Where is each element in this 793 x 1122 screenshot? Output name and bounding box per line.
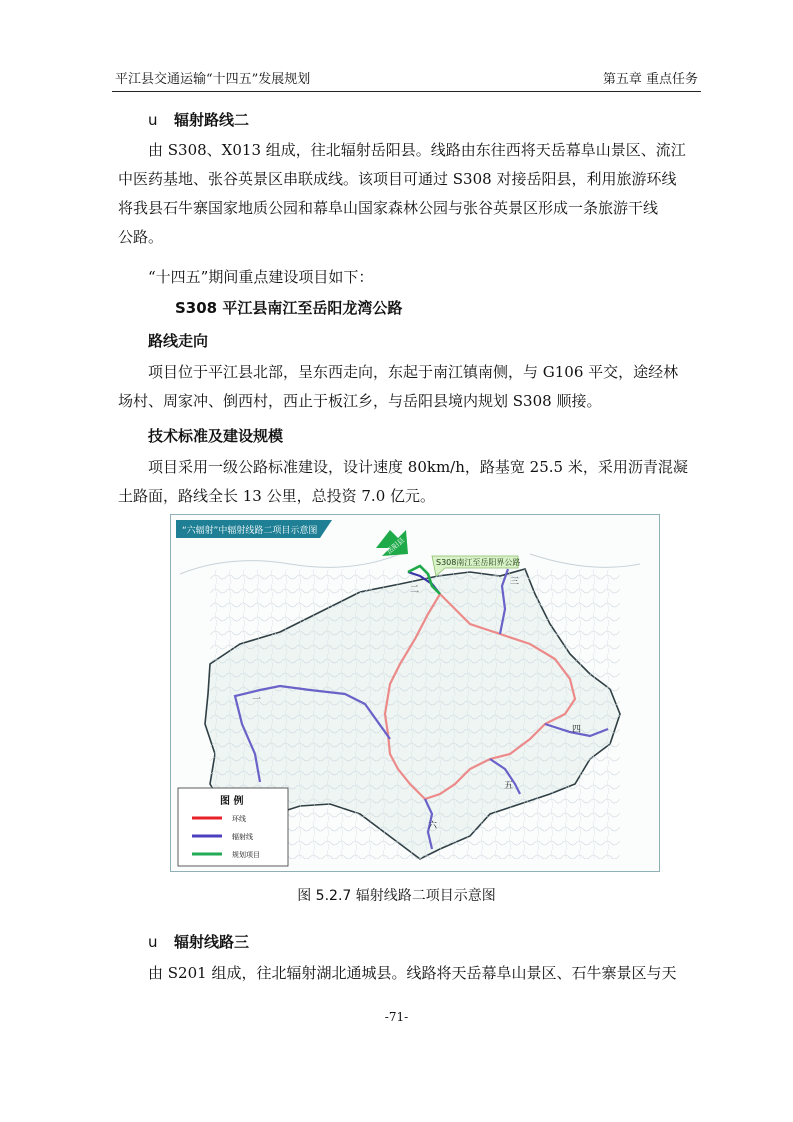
route-number-label: 三 [510,577,520,587]
route-number-label: 二 [410,585,420,595]
paragraph-line: 公路。 [118,228,164,246]
callout-text: S308南江至岳阳界公路 [436,558,521,567]
running-header-title: 平江县交通运输“十四五”发展规划 [115,72,311,87]
route-map [170,514,660,872]
paragraph-line: 由 S308、X013 组成，往北辐射岳阳县。线路由东往西将天岳幕阜山景区、流江 [148,141,686,159]
route-heading: 路线走向 [148,332,209,350]
section-heading-radial-2 [148,109,249,130]
bullet-marker: u [148,111,158,129]
paragraph-line: 项目采用一级公路标准建设，设计速度 80km/h，路基宽 25.5 米，采用沥青混凝 [148,458,688,476]
section-heading-text: 辐射路线二 [174,111,250,129]
paragraph-radial-2 [118,136,700,252]
legend-title: 图 例 [220,796,244,807]
paragraph-line: 将我县石牛寨国家地质公园和幕阜山国家森林公园与张谷英景区形成一条旅游干线 [118,199,659,217]
arrow-label: 岳阳县 [385,536,407,556]
map-title: “六辐射”中辐射线路二项目示意图 [182,526,318,536]
section-heading-radial-3 [148,931,249,952]
route-map-figure [170,514,660,872]
bullet-marker: u [148,933,158,951]
paragraph-line: 场村、周家冲、倒西村，西止于板江乡，与岳阳县境内规划 S308 顺接。 [118,392,602,410]
legend-label: 规划项目 [232,851,260,859]
paragraph-line: 土路面，路线全长 13 公里，总投资 7.0 亿元。 [118,487,436,505]
route-paragraph [118,358,700,416]
figure-caption: 图 5.2.7 辐射线路二项目示意图 [297,888,496,904]
project-title: S308 平江县南江至岳阳龙湾公路 [175,299,403,317]
paragraph-line: 由 S201 组成，往北辐射湖北通城县。线路将天岳幕阜山景区、石牛寨景区与天 [148,964,677,982]
route-number-label: 五 [504,781,514,791]
legend-label: 环线 [232,815,246,823]
paragraph-radial-3 [148,959,700,988]
paragraph-line: 项目位于平江县北部，呈东西走向，东起于南江镇南侧，与 G106 平交，途经林 [148,363,679,381]
intro-line: “十四五”期间重点建设项目如下： [148,268,374,286]
tech-paragraph [118,453,700,511]
legend-label: 辐射线 [232,833,253,841]
tech-heading: 技术标准及建设规模 [148,427,284,445]
map-legend [178,788,288,866]
route-number-label: 四 [572,725,582,735]
route-number-label: 一 [252,695,262,705]
header-rule [112,91,701,92]
running-header-chapter: 第五章 重点任务 [602,72,698,87]
route-number-label: 六 [428,821,438,831]
paragraph-line: 中医药基地、张谷英景区串联成线。该项目可通过 S308 对接岳阳县，利用旅游环线 [118,170,677,188]
section-heading-text: 辐射线路三 [174,933,250,951]
page-number: -71- [384,1010,409,1024]
